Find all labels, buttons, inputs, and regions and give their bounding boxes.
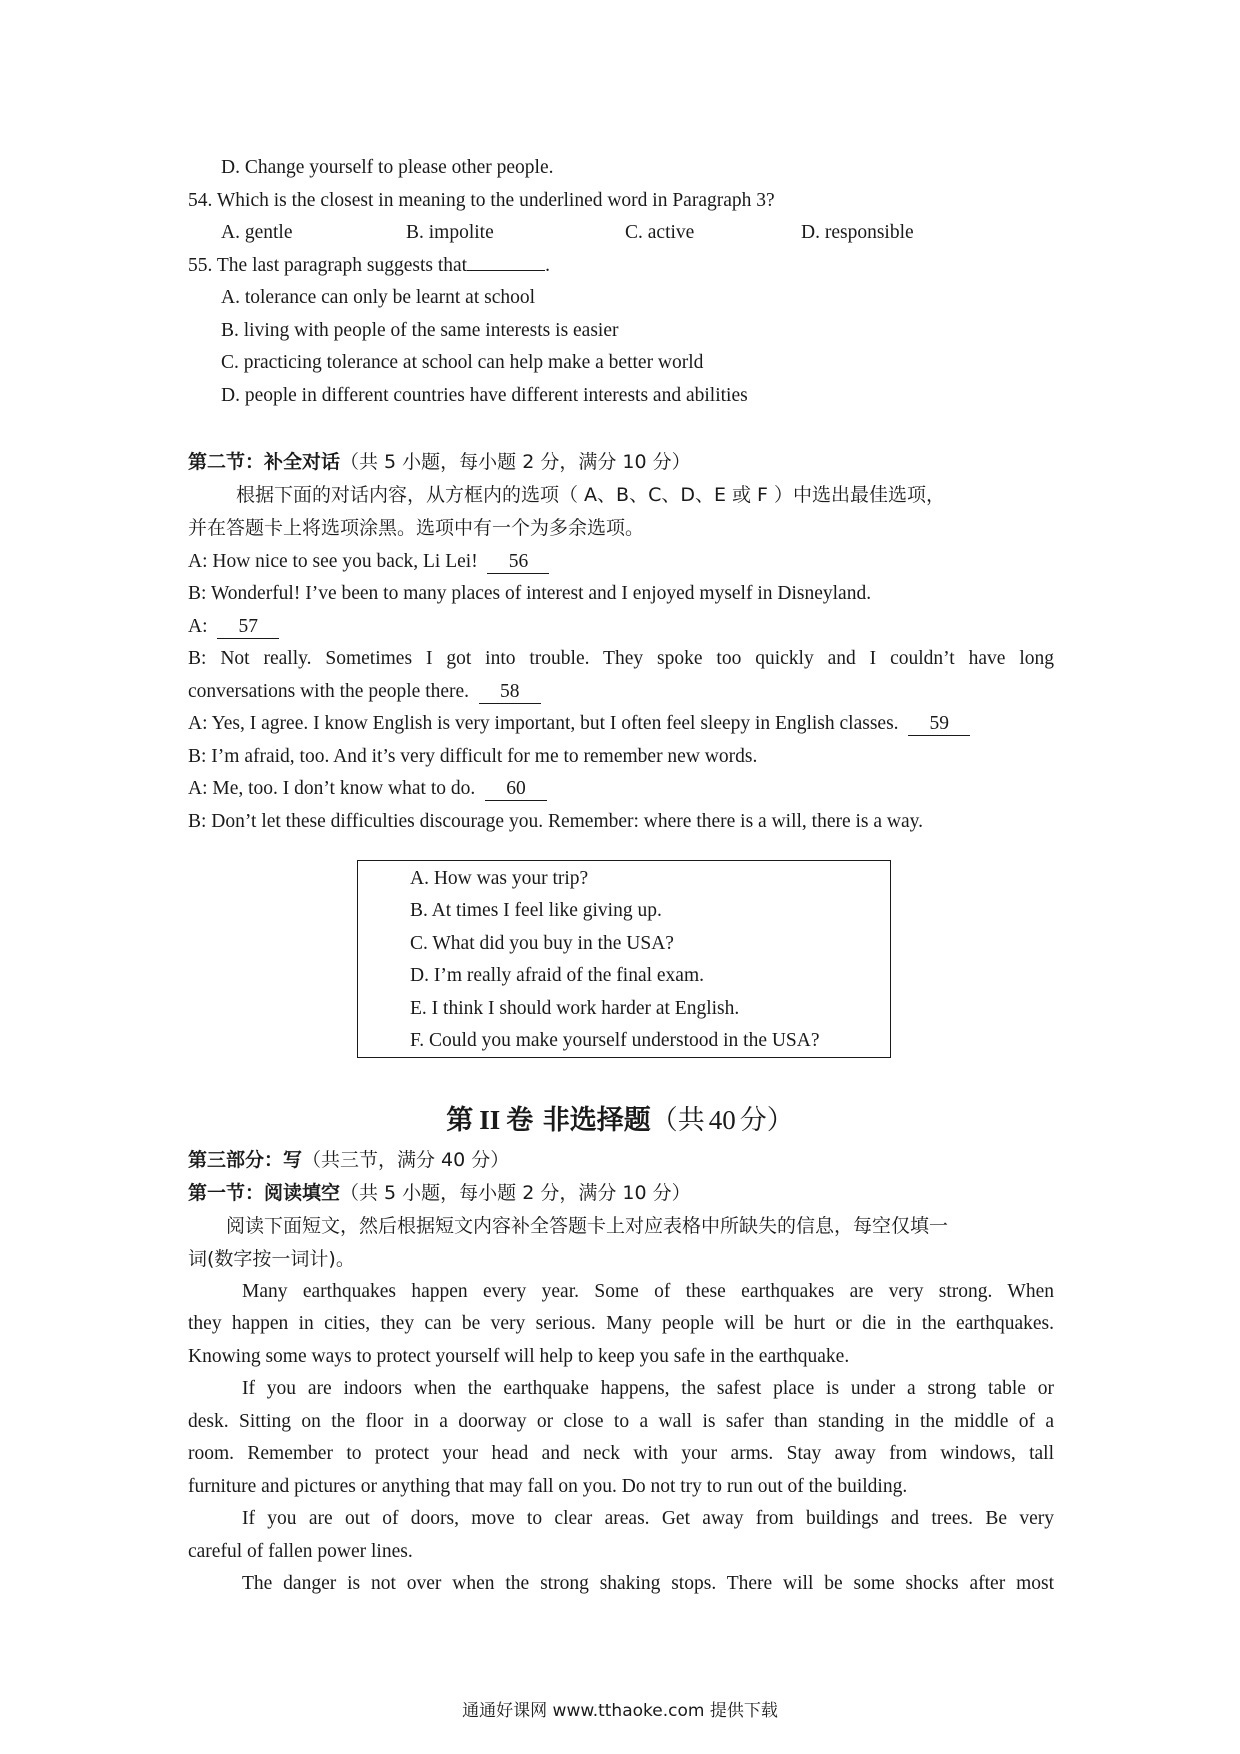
section2-heading-bold: 第二节：补全对话 bbox=[188, 451, 341, 473]
blank-57: 57 bbox=[217, 616, 279, 639]
q53-option-d: D. Change yourself to please other people. bbox=[221, 157, 554, 178]
passage-p2-line3: room. Remember to protect your head and neck with your arms. Stay away from windows, tall bbox=[188, 1443, 1054, 1464]
dialogue-line-3-text: A: bbox=[188, 616, 208, 637]
passage-p1-line3: Knowing some ways to protect yourself will help to keep you safe in the earthquake. bbox=[188, 1346, 850, 1367]
part3-section1-bold: 第一节：阅读填空 bbox=[188, 1182, 341, 1204]
option-d: D. I’m really afraid of the final exam. bbox=[410, 965, 704, 986]
section2-heading-note: （共 5 小题，每小题 2 分，满分 10 分） bbox=[340, 451, 691, 473]
passage-p2-line1: If you are indoors when the earthquake happens, the safest place is under a strong table or bbox=[242, 1378, 1054, 1399]
passage-p3-line1: If you are out of doors, move to clear areas. Get away from buildings and trees. Be very bbox=[242, 1508, 1054, 1529]
q55-option-a: A. tolerance can only be learnt at school bbox=[221, 287, 536, 308]
dialogue-line-5-text: conversations with the people there. bbox=[188, 681, 470, 702]
part3-instruction-line1: 阅读下面短文，然后根据短文内容补全答题卡上对应表格中所缺失的信息，每空仅填一 bbox=[226, 1215, 949, 1237]
passage-p3-line2: careful of fallen power lines. bbox=[188, 1541, 413, 1562]
q54-option-d: D. responsible bbox=[801, 222, 914, 243]
q55-end: . bbox=[545, 255, 550, 276]
q55-option-c: C. practicing tolerance at school can help make a better world bbox=[221, 352, 704, 373]
part2-title bbox=[0, 1103, 1240, 1138]
dialogue-line-3 bbox=[188, 614, 279, 640]
passage-p1-line1: Many earthquakes happen every year. Some of these earthquakes are very strong. When bbox=[242, 1281, 1054, 1302]
part2-title-3: 卷 非选择题 bbox=[506, 1105, 651, 1136]
blank-56: 56 bbox=[487, 551, 549, 574]
page-footer: 通通好课网 www.tthaoke.com 提供下载 bbox=[462, 1701, 778, 1721]
q55-stem: 55. The last paragraph suggests that bbox=[188, 255, 468, 276]
part3-heading bbox=[188, 1147, 509, 1173]
blank-58: 58 bbox=[479, 681, 541, 704]
option-b: B. At times I feel like giving up. bbox=[410, 900, 662, 921]
option-a: A. How was your trip? bbox=[410, 868, 589, 889]
part3-section1-note: （共 5 小题，每小题 2 分，满分 10 分） bbox=[340, 1182, 691, 1204]
passage-p2-line4: furniture and pictures or anything that may fall on you. Do not try to run out of the building. bbox=[188, 1476, 908, 1497]
option-e: E. I think I should work harder at English. bbox=[410, 998, 740, 1019]
section2-instruction-line1: 根据下面的对话内容，从方框内的选项（ A、B、C、D、E 或 F ）中选出最佳选项， bbox=[236, 484, 946, 506]
q54-option-c: C. active bbox=[625, 222, 695, 243]
part2-title-1: 第 bbox=[446, 1105, 474, 1136]
dialogue-line-6-text: A: Yes, I agree. I know English is very important, but I often feel sleepy in English classes. bbox=[188, 713, 899, 734]
option-c: C. What did you buy in the USA? bbox=[410, 933, 674, 954]
blank-59: 59 bbox=[908, 713, 970, 736]
dialogue-line-1 bbox=[188, 549, 549, 575]
option-f: F. Could you make yourself understood in the USA? bbox=[410, 1030, 820, 1051]
part3-heading-note: （共三节，满分 40 分） bbox=[302, 1149, 510, 1171]
part3-instruction-line2: 词(数字按一词计)。 bbox=[188, 1248, 355, 1270]
q54-option-a: A. gentle bbox=[221, 222, 293, 243]
part2-title-5: 40 bbox=[708, 1105, 736, 1135]
part2-title-6: 分） bbox=[739, 1105, 794, 1136]
q55-option-d: D. people in different countries have different interests and abilities bbox=[221, 385, 748, 406]
dialogue-line-9: B: Don’t let these difficulties discourage you. Remember: where there is a will, there is a way. bbox=[188, 811, 924, 832]
dialogue-line-5 bbox=[188, 679, 541, 705]
dialogue-line-6 bbox=[188, 711, 970, 737]
q55-option-b: B. living with people of the same interests is easier bbox=[221, 320, 619, 341]
q54-option-b: B. impolite bbox=[406, 222, 494, 243]
part2-title-2: II bbox=[479, 1105, 501, 1135]
part3-heading-bold: 第三部分：写 bbox=[188, 1149, 303, 1171]
dialogue-line-1-text: A: How nice to see you back, Li Lei! bbox=[188, 551, 478, 572]
dialogue-line-8-text: A: Me, too. I don’t know what to do. bbox=[188, 778, 476, 799]
q55-stem-line bbox=[188, 253, 550, 279]
passage-p1-line2: they happen in cities, they can be very serious. Many people will be hurt or die in the earthquakes. bbox=[188, 1313, 1054, 1334]
dialogue-line-7: B: I’m afraid, too. And it’s very difficult for me to remember new words. bbox=[188, 746, 758, 767]
section2-instruction-line2: 并在答题卡上将选项涂黑。选项中有一个为多余选项。 bbox=[188, 517, 645, 539]
dialogue-line-4: B: Not really. Sometimes I got into trouble. They spoke too quickly and I couldn’t have long bbox=[188, 648, 1054, 669]
q55-blank bbox=[467, 270, 545, 271]
q54-stem: 54. Which is the closest in meaning to the underlined word in Paragraph 3? bbox=[188, 190, 775, 211]
dialogue-line-2: B: Wonderful! I’ve been to many places of interest and I enjoyed myself in Disneyland. bbox=[188, 583, 872, 604]
dialogue-line-8 bbox=[188, 776, 547, 802]
blank-60: 60 bbox=[485, 778, 547, 801]
part2-title-4: （共 bbox=[650, 1105, 705, 1136]
passage-p4-line1: The danger is not over when the strong shaking stops. There will be some shocks after most bbox=[242, 1573, 1054, 1594]
section2-heading bbox=[188, 449, 691, 475]
passage-p2-line2: desk. Sitting on the floor in a doorway or close to a wall is safer than standing in the middle of a bbox=[188, 1411, 1054, 1432]
part3-section1-heading bbox=[188, 1180, 691, 1206]
